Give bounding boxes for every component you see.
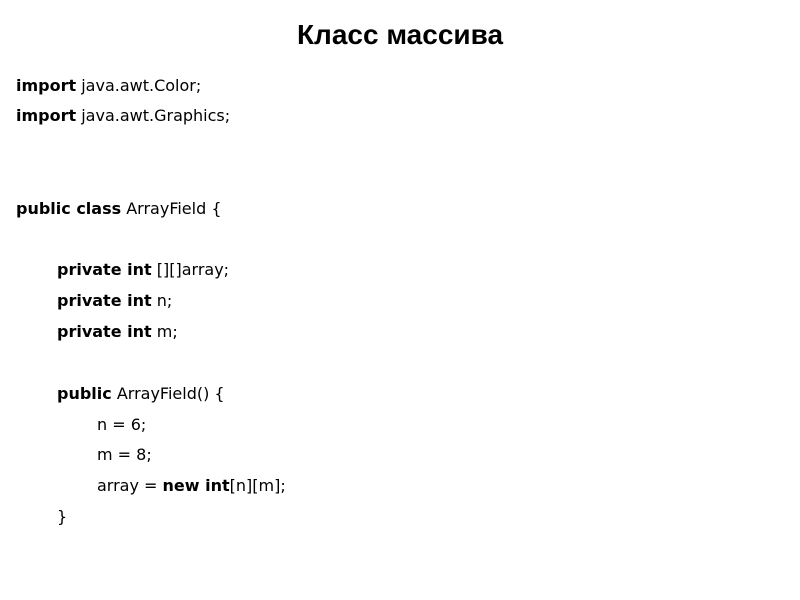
code-text: java.awt.Color; [76, 76, 202, 95]
code-line [16, 104, 230, 128]
code-text: m = 8; [97, 445, 152, 464]
code-text: n; [151, 291, 173, 310]
code-text: m; [151, 322, 178, 341]
code-keyword: public class [16, 199, 122, 218]
code-line [57, 258, 229, 282]
code-text: [][]array; [151, 260, 230, 279]
code-line [97, 474, 286, 498]
code-line [57, 289, 172, 313]
code-keyword: private int [57, 260, 152, 279]
code-text: ArrayField { [121, 199, 222, 218]
code-line [97, 443, 152, 467]
code-text: java.awt.Graphics; [76, 106, 231, 125]
code-line [97, 413, 146, 437]
code-text: [n][m]; [229, 476, 286, 495]
code-text: ArrayField() { [111, 384, 225, 403]
code-line [16, 74, 201, 98]
code-keyword: public [57, 384, 112, 403]
code-keyword: import [16, 76, 77, 95]
code-text: array = [97, 476, 163, 495]
code-line [57, 505, 67, 529]
code-keyword: private int [57, 291, 152, 310]
code-keyword: new int [162, 476, 230, 495]
code-keyword: import [16, 106, 77, 125]
code-text: } [57, 507, 68, 526]
code-keyword: private int [57, 322, 152, 341]
code-line [16, 197, 222, 221]
code-text: n = 6; [97, 415, 147, 434]
slide-title: Класс массива [296, 19, 504, 50]
code-line [57, 320, 178, 344]
code-line [57, 382, 225, 406]
